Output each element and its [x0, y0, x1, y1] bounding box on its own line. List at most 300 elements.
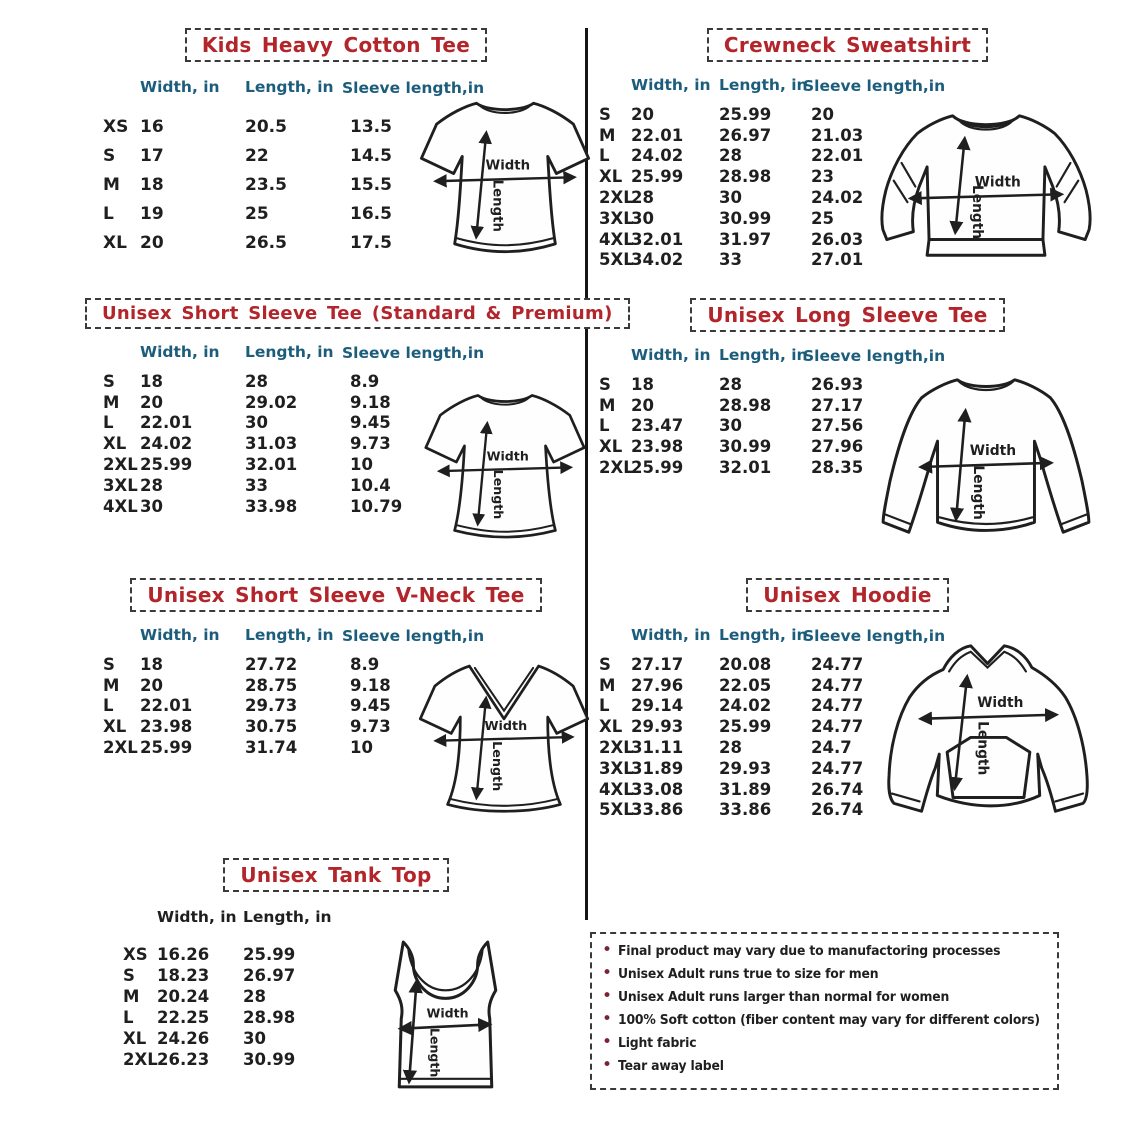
size-value: 28.98	[243, 1008, 296, 1027]
size-value: 9.73	[350, 717, 391, 737]
size-value: 17	[140, 145, 164, 166]
length-col-header: Length, in	[719, 346, 808, 364]
length-arrow-label: Length	[974, 721, 991, 776]
size-label: 3XL	[599, 208, 634, 228]
size-label: S	[599, 654, 611, 674]
longsleeve-size-table	[595, 332, 946, 478]
size-value: 30	[719, 188, 742, 208]
size-value: 20	[631, 395, 654, 415]
table-header	[599, 346, 946, 365]
size-value: 22.01	[631, 125, 684, 145]
width-col-header: Width, in	[157, 908, 237, 926]
size-value: 24.02	[140, 434, 193, 454]
bullet-icon: •	[602, 963, 613, 983]
table-row	[103, 716, 435, 737]
hoodie-drawing	[882, 636, 1094, 828]
table-rows	[599, 104, 896, 270]
table-rows	[123, 944, 353, 1070]
note-item	[602, 1034, 1047, 1057]
size-label: 4XL	[599, 229, 634, 249]
width-col-header: Width, in	[631, 346, 711, 364]
table-row	[599, 779, 896, 800]
size-value: 33	[719, 250, 742, 270]
table-row	[123, 1049, 353, 1070]
table-row	[103, 112, 435, 141]
size-label: XS	[103, 116, 129, 137]
size-value: 22.25	[157, 1008, 210, 1027]
vneck-tee-illustration	[413, 646, 595, 823]
size-value: 30.99	[719, 437, 772, 457]
size-value: 10.4	[350, 475, 391, 495]
table-row	[103, 454, 435, 475]
size-label: M	[103, 392, 120, 412]
width-arrow-label: Width	[486, 448, 529, 464]
table-row	[103, 413, 435, 434]
width-col-header: Width, in	[140, 626, 220, 644]
bullet-icon: •	[602, 1055, 613, 1075]
table-row	[103, 433, 435, 454]
note-text: Unisex Adult runs true to size for men	[618, 966, 879, 982]
table-row	[103, 496, 435, 517]
size-value: 20	[631, 104, 654, 124]
size-value: 25	[811, 208, 834, 228]
size-value: 28.98	[719, 167, 772, 187]
length-arrow-label: Length	[970, 465, 987, 520]
note-item	[602, 1057, 1047, 1080]
table-row	[123, 1007, 353, 1028]
section-title: Unisex Short Sleeve V-Neck Tee	[130, 578, 541, 612]
size-value: 20	[140, 675, 163, 695]
sleeve-col-header: Sleeve length,in	[803, 626, 946, 645]
size-value: 24.02	[719, 696, 772, 716]
table-row	[599, 716, 896, 737]
size-label: XL	[599, 717, 623, 737]
table-row	[599, 395, 896, 416]
size-label: M	[599, 125, 616, 145]
width-arrow-label: Width	[485, 158, 531, 174]
size-value: 20.24	[157, 987, 210, 1006]
size-value: 26.93	[811, 374, 864, 394]
size-value: 20	[140, 392, 163, 412]
note-text: Light fabric	[618, 1035, 697, 1051]
table-row	[103, 475, 435, 496]
size-value: 30.99	[243, 1050, 296, 1069]
size-value: 20.08	[719, 654, 772, 674]
size-value: 9.45	[350, 413, 391, 433]
size-value: 31.11	[631, 738, 684, 758]
size-label: 5XL	[599, 800, 634, 820]
size-value: 24.26	[157, 1029, 210, 1048]
size-value: 25.99	[719, 104, 772, 124]
table-rows	[103, 112, 435, 257]
size-value: 22.01	[140, 413, 193, 433]
size-value: 24.77	[811, 758, 864, 778]
length-arrow-label: Length	[427, 1027, 443, 1078]
size-value: 30.75	[245, 717, 298, 737]
note-item	[602, 965, 1047, 988]
size-label: 2XL	[599, 458, 634, 478]
size-value: 31.03	[245, 434, 298, 454]
size-value: 25.99	[719, 717, 772, 737]
size-label: M	[599, 675, 616, 695]
tee-drawing	[415, 379, 595, 546]
section-title: Unisex Hoodie	[746, 578, 949, 612]
standard-tee-illustration	[415, 379, 595, 550]
size-value: 26.97	[243, 966, 296, 985]
size-value: 27.96	[631, 675, 684, 695]
size-label: M	[599, 395, 616, 415]
table-row	[599, 758, 896, 779]
size-value: 22.05	[719, 675, 772, 695]
table-row	[103, 199, 435, 228]
size-value: 24.77	[811, 717, 864, 737]
size-label: 2XL	[599, 738, 634, 758]
standard-size-table	[85, 329, 485, 517]
table-header	[123, 908, 353, 926]
size-label: XS	[123, 945, 148, 964]
size-value: 25.99	[243, 945, 296, 964]
table-rows	[599, 654, 896, 820]
vneck-size-table	[85, 612, 485, 758]
size-value: 15.5	[350, 174, 392, 195]
section-crewneck-sweatshirt	[595, 28, 1100, 275]
note-text: Final product may vary due to manufactoring processes	[618, 943, 1001, 959]
section-title: Unisex Tank Top	[223, 858, 448, 892]
section-kids-heavy-cotton-tee	[85, 28, 587, 266]
table-row	[103, 170, 435, 199]
size-value: 30	[245, 413, 268, 433]
length-col-header: Length, in	[245, 78, 334, 96]
size-value: 24.7	[811, 738, 852, 758]
size-value: 23.47	[631, 416, 684, 436]
size-value: 10.79	[350, 496, 403, 516]
size-value: 31.74	[245, 738, 298, 758]
size-value: 25.99	[140, 738, 193, 758]
sleeve-col-header: Sleeve length,in	[342, 343, 485, 362]
size-value: 16.5	[350, 203, 392, 224]
size-value: 20	[811, 104, 834, 124]
size-value: 24.02	[811, 188, 864, 208]
table-row	[103, 392, 435, 413]
size-value: 27.96	[811, 437, 864, 457]
size-value: 9.18	[350, 675, 391, 695]
size-value: 18.23	[157, 966, 210, 985]
section-title: Kids Heavy Cotton Tee	[185, 28, 487, 62]
tank-top-illustration	[377, 930, 513, 1120]
table-row	[599, 416, 896, 437]
size-value: 31.89	[631, 758, 684, 778]
size-label: S	[103, 371, 115, 391]
length-col-header: Length, in	[243, 908, 332, 926]
bullet-icon: •	[602, 1032, 613, 1052]
size-value: 13.5	[350, 116, 392, 137]
size-label: M	[123, 987, 140, 1006]
width-arrow-label: Width	[969, 443, 1017, 460]
size-value: 20	[140, 232, 164, 253]
section-unisex-long-sleeve-tee	[595, 298, 1100, 553]
section-title: Unisex Long Sleeve Tee	[690, 298, 1004, 332]
size-value: 29.02	[245, 392, 298, 412]
length-arrow-label: Length	[491, 469, 507, 520]
table-header	[599, 626, 946, 645]
length-col-header: Length, in	[245, 626, 334, 644]
size-value: 9.73	[350, 434, 391, 454]
width-arrow-label: Width	[977, 694, 1024, 711]
size-label: 3XL	[103, 475, 138, 495]
table-header	[599, 76, 946, 95]
size-label: S	[123, 966, 135, 985]
longsleeve-drawing	[872, 366, 1100, 549]
hoodie-size-table	[595, 612, 946, 820]
table-rows	[599, 374, 896, 478]
table-row	[599, 104, 896, 125]
size-value: 24.02	[631, 146, 684, 166]
size-value: 23.98	[631, 437, 684, 457]
size-label: 4XL	[599, 779, 634, 799]
size-label: M	[103, 675, 120, 695]
sleeve-col-header: Sleeve length,in	[342, 626, 485, 645]
size-value: 27.17	[811, 395, 864, 415]
size-value: 24.77	[811, 675, 864, 695]
size-value: 32.01	[631, 229, 684, 249]
table-row	[599, 229, 896, 250]
size-label: S	[103, 145, 116, 166]
size-value: 30	[140, 496, 163, 516]
size-value: 28	[719, 738, 742, 758]
size-value: 23	[811, 167, 834, 187]
size-value: 18	[140, 654, 163, 674]
size-value: 34.02	[631, 250, 684, 270]
kids-size-table	[85, 62, 485, 257]
size-value: 23.98	[140, 717, 193, 737]
size-value: 25.99	[631, 458, 684, 478]
size-label: L	[103, 413, 114, 433]
size-label: L	[599, 696, 610, 716]
vneck-drawing	[413, 646, 595, 819]
table-row	[599, 166, 896, 187]
length-col-header: Length, in	[245, 343, 334, 361]
width-col-header: Width, in	[631, 76, 711, 94]
size-value: 29.73	[245, 696, 298, 716]
table-row	[103, 371, 435, 392]
table-row	[599, 125, 896, 146]
size-value: 10	[350, 738, 373, 758]
width-arrow-label: Width	[974, 174, 1021, 191]
size-value: 28	[719, 374, 742, 394]
size-value: 26.74	[811, 800, 864, 820]
size-label: L	[103, 696, 114, 716]
size-value: 30	[631, 208, 654, 228]
table-row	[599, 457, 896, 478]
width-col-header: Width, in	[631, 626, 711, 644]
size-value: 27.17	[631, 654, 684, 674]
size-value: 31.89	[719, 779, 772, 799]
size-value: 25.99	[631, 167, 684, 187]
tank-size-table	[85, 892, 353, 1070]
size-value: 22.01	[140, 696, 193, 716]
hoodie-illustration	[882, 636, 1094, 832]
width-col-header: Width, in	[140, 78, 220, 96]
table-row	[123, 986, 353, 1007]
crewneck-size-table	[595, 62, 946, 270]
length-arrow-label: Length	[489, 741, 505, 792]
table-row	[599, 696, 896, 717]
kids-tee-illustration	[410, 86, 600, 266]
table-row	[599, 146, 896, 167]
table-row	[123, 944, 353, 965]
size-value: 29.93	[631, 717, 684, 737]
size-value: 33	[245, 475, 268, 495]
table-row	[599, 374, 896, 395]
sleeve-col-header: Sleeve length,in	[803, 346, 946, 365]
size-value: 33.08	[631, 779, 684, 799]
table-row	[103, 228, 435, 257]
size-value: 9.18	[350, 392, 391, 412]
table-row	[103, 737, 435, 758]
table-row	[599, 737, 896, 758]
table-row	[103, 141, 435, 170]
bullet-icon: •	[602, 986, 613, 1006]
size-value: 27.72	[245, 654, 298, 674]
table-row	[599, 436, 896, 457]
section-unisex-hoodie	[595, 578, 1100, 832]
size-value: 21.03	[811, 125, 864, 145]
size-label: XL	[103, 434, 127, 454]
size-value: 32.01	[245, 455, 298, 475]
size-label: 4XL	[103, 496, 138, 516]
table-row	[599, 250, 896, 271]
bullet-icon: •	[602, 1009, 613, 1029]
note-item	[602, 1011, 1047, 1034]
size-label: 2XL	[123, 1050, 158, 1069]
note-item	[602, 988, 1047, 1011]
size-value: 30.99	[719, 208, 772, 228]
width-arrow-label: Width	[484, 718, 528, 734]
size-value: 28	[243, 987, 266, 1006]
size-value: 28	[140, 475, 163, 495]
section-title: Crewneck Sweatshirt	[707, 28, 988, 62]
size-value: 8.9	[350, 371, 380, 391]
sweatshirt-drawing	[878, 104, 1094, 271]
size-value: 30	[243, 1029, 266, 1048]
table-row	[599, 654, 896, 675]
note-text: 100% Soft cotton (fiber content may vary for different colors)	[618, 1012, 1040, 1028]
size-value: 17.5	[350, 232, 392, 253]
size-value: 24.77	[811, 654, 864, 674]
sleeve-col-header: Sleeve length,in	[803, 76, 946, 95]
tee-drawing	[410, 86, 600, 262]
size-label: XL	[123, 1029, 147, 1048]
size-value: 23.5	[245, 174, 287, 195]
size-label: S	[599, 104, 611, 124]
note-text: Unisex Adult runs larger than normal for women	[618, 989, 950, 1005]
size-label: 2XL	[103, 738, 138, 758]
size-label: 3XL	[599, 758, 634, 778]
size-label: L	[599, 146, 610, 166]
table-header	[103, 78, 485, 97]
size-value: 16.26	[157, 945, 210, 964]
size-label: 2XL	[599, 188, 634, 208]
sweatshirt-illustration	[878, 104, 1094, 275]
size-value: 25	[245, 203, 269, 224]
size-value: 8.9	[350, 654, 380, 674]
width-col-header: Width, in	[140, 343, 220, 361]
size-value: 26.03	[811, 229, 864, 249]
note-item	[602, 942, 1047, 965]
size-value: 25.99	[140, 455, 193, 475]
table-row	[123, 1028, 353, 1049]
size-value: 29.93	[719, 758, 772, 778]
size-label: L	[599, 416, 610, 436]
table-row	[103, 696, 435, 717]
size-value: 26.23	[157, 1050, 210, 1069]
size-value: 24.77	[811, 696, 864, 716]
size-value: 18	[631, 374, 654, 394]
length-arrow-label: Length	[969, 185, 986, 240]
size-label: 2XL	[103, 455, 138, 475]
size-label: L	[123, 1008, 134, 1027]
table-row	[103, 675, 435, 696]
size-value: 26.97	[719, 125, 772, 145]
tank-drawing	[377, 930, 513, 1116]
size-value: 28.35	[811, 458, 864, 478]
size-label: L	[103, 203, 114, 224]
size-value: 28.75	[245, 675, 298, 695]
size-value: 18	[140, 174, 164, 195]
size-label: M	[103, 174, 120, 195]
size-value: 9.45	[350, 696, 391, 716]
size-value: 33.86	[631, 800, 684, 820]
size-label: XL	[103, 232, 127, 253]
size-value: 28.98	[719, 395, 772, 415]
size-value: 31.97	[719, 229, 772, 249]
table-row	[599, 675, 896, 696]
section-unisex-tank-top	[85, 858, 587, 1120]
sleeve-col-header: Sleeve length,in	[342, 78, 485, 97]
table-rows	[103, 371, 435, 517]
size-value: 33.86	[719, 800, 772, 820]
size-value: 20.5	[245, 116, 287, 137]
table-row	[599, 800, 896, 821]
bullet-icon: •	[602, 940, 613, 960]
notes-box	[590, 932, 1059, 1090]
table-header	[103, 343, 485, 362]
table-header	[103, 626, 485, 645]
width-arrow-label: Width	[426, 1005, 469, 1021]
size-value: 10	[350, 455, 373, 475]
length-col-header: Length, in	[719, 626, 808, 644]
section-unisex-vneck-tee	[85, 578, 587, 823]
size-value: 22.01	[811, 146, 864, 166]
size-value: 18	[140, 371, 163, 391]
table-row	[103, 654, 435, 675]
size-label: XL	[599, 167, 623, 187]
size-value: 32.01	[719, 458, 772, 478]
size-label: 5XL	[599, 250, 634, 270]
size-label: S	[599, 374, 611, 394]
size-label: S	[103, 654, 115, 674]
table-row	[599, 208, 896, 229]
size-value: 28	[631, 188, 654, 208]
size-label: XL	[599, 437, 623, 457]
length-arrow-label: Length	[489, 179, 505, 232]
section-unisex-short-sleeve-tee	[85, 298, 613, 550]
note-text: Tear away label	[618, 1058, 724, 1074]
table-row	[123, 965, 353, 986]
table-rows	[103, 654, 435, 758]
size-value: 28	[719, 146, 742, 166]
length-col-header: Length, in	[719, 76, 808, 94]
